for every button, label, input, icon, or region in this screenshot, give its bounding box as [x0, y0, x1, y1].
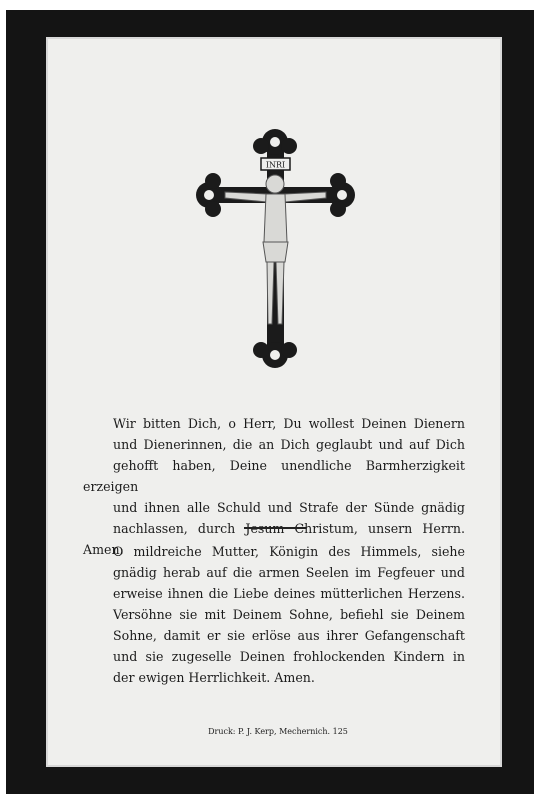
crucifix-icon [193, 124, 358, 374]
prayer-paragraph-1 [83, 413, 465, 560]
prayer-2-line: gnädig herab auf die armen Seelen im Fegfeuer und [113, 565, 465, 580]
prayer-2-line: erweise ihnen die Liebe deines mütterlichen Herzens. [113, 586, 465, 601]
prayer-2-line: O mildreiche Mutter, Königin des Himmels, siehe [113, 544, 465, 559]
prayer-1-line: Wir bitten Dich, o Herr, Du wollest Deinen Dienern [113, 416, 465, 431]
prayer-2-line: und sie zugeselle Deinen frohlockenden Kindern in [113, 649, 465, 664]
printer-imprint: Druck: P. J. Kerp, Mechernich. 125 [208, 727, 348, 736]
prayer-1-line: und ihnen alle Schuld und Strafe der Sünde gnädig [113, 500, 465, 515]
crucifix-inscription: INRI [265, 160, 286, 170]
prayer-1-line: nachlassen, durch Jesum Christum, unsern Herrn. Amen. [83, 521, 465, 557]
prayer-2-line: Versöhne sie mit Deinem Sohne, befiehl sie Deinem [113, 607, 465, 622]
prayer-1-line: und Dienerinnen, die an Dich geglaubt und auf Dich [113, 437, 465, 452]
prayer-2-line: Sohne, damit er sie erlöse aus ihrer Gefangenschaft [113, 628, 465, 643]
prayer-2-line: der ewigen Herrlichkeit. Amen. [113, 670, 315, 685]
prayer-1-line: gehofft haben, Deine unendliche Barmherzigkeit erzeigen [83, 458, 465, 494]
section-divider [244, 527, 306, 529]
prayer-paragraph-2 [83, 541, 465, 688]
